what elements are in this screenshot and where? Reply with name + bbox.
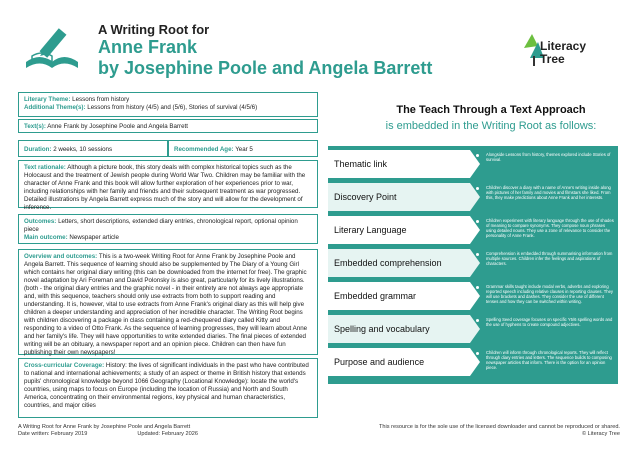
duration-value: 2 weeks, 10 sessions (53, 146, 113, 153)
cross-curricular-box (18, 358, 318, 418)
approach-row-label: Spelling and vocabulary (328, 315, 470, 343)
approach-row (328, 183, 618, 211)
approach-row (328, 216, 618, 244)
approach-row (328, 282, 618, 310)
approach-row-label: Thematic link (328, 150, 470, 178)
literary-theme-label: Literary Theme: (24, 96, 71, 103)
texts-value: Anne Frank by Josephine Poole and Angela Barrett (47, 123, 188, 130)
bullet-icon (476, 319, 479, 322)
approach-row (328, 249, 618, 277)
footer-date-written: Date written: February 2019 (18, 431, 88, 437)
bullet-icon (476, 220, 479, 223)
rationale-value: Although a picture book, this story deals with complex historical topics such as the Holocaust and the treatment of Jewish people during World War Two. Children may be familiar with the character of Anne Frank and this book will allow further exploration of her experiences prior to war, including relationships with her family and friends and their subsequent treatment as war progressed. Detailed illustrations by Angela Barrett express much of the story and will allow for the development of inference. (24, 164, 306, 211)
approach-row-text: Spelling Seed coverage focuses on specific Y5/6 spelling words and the use of hyphens to create compound adjectives. (486, 317, 613, 327)
duration-label: Duration: (24, 146, 52, 153)
logo-line-2: Tree (540, 52, 565, 66)
approach-row-text: Alongside Lessons from history, themes explored include Stories of survival. (486, 152, 611, 162)
approach-row-text: Children experiment with literary language through the use of shades of meaning to compare synonyms. They compose noun phrases using detailed nouns. They use a zone of relevance to consider the personality of Anne Frank. (486, 218, 614, 238)
approach-row-label: Discovery Point (328, 183, 470, 211)
age-box (168, 140, 318, 157)
texts-box (18, 119, 318, 133)
footer-left (18, 424, 198, 438)
outcomes-value: Letters, short descriptions, extended diary entries, chronological report, optional opinion piece (24, 218, 298, 233)
cross-curricular-label: Cross-curricular Coverage: (24, 362, 105, 369)
age-label: Recommended Age: (174, 146, 234, 153)
approach-subtitle: is embedded in the Writing Root as follows: (385, 120, 597, 132)
footer-book-line: A Writing Root for Anne Frank by Josephine Poole and Angela Barrett (18, 424, 191, 430)
pencil-book-icon (22, 22, 82, 72)
approach-row-text: Comprehension is embedded through summarising information from multiple sources. Children infer the feelings and aspirations of characters. (486, 251, 613, 266)
cross-curricular-value: History: the lives of significant individuals in the past who have contributed to national and international achievements; a study of an aspect or theme in British history that extends pupils' chronological knowledge beyond 1066 Geography (Locational Knowledge): locate the world's countries, using maps to focus on Europe (including the location of Russia) and North and South America, concentrating on their environmental regions, key physical and human characteristics, countries, and major cities (24, 362, 309, 409)
overview-box (18, 249, 318, 355)
bullet-icon (476, 352, 479, 355)
footer-copyright: © Literacy Tree (581, 431, 620, 437)
bullet-icon (476, 253, 479, 256)
rationale-label: Text rationale: (24, 164, 66, 171)
approach-row-label: Purpose and audience (328, 348, 470, 376)
themes-box (18, 92, 318, 117)
approach-row-text: Children will inform through chronological reports. They will reflect through diary entries and letters. The sequence builds to composing newspaper articles that inform. There is the option for an opinion piece. (486, 350, 612, 370)
approach-row (328, 348, 618, 376)
logo-text (540, 40, 586, 66)
footer-date-updated: Updated: February 2026 (137, 431, 198, 437)
additional-theme-value: Lessons from history (4/5) and (5/6), Stories of survival (4/5/6) (87, 104, 258, 111)
bullet-icon (476, 154, 479, 157)
approach-row-label: Embedded comprehension (328, 249, 470, 277)
book-title: Anne Frank (98, 37, 198, 57)
age-value: Year 5 (235, 146, 253, 153)
footer-licence: This resource is for the sole use of the licensed downloader and cannot be reproduced or shared. (379, 424, 620, 430)
main-outcome-value: Newspaper article (69, 234, 119, 241)
overview-value: This is a two-week Writing Root for Anne Frank by Josephine Poole and Angela Barrett. This sequence of learning should also be supplemented by The Diary of a Young Girl which contains her original diary writing (this can be downloaded from the internet for free). The graphic novel adaptation by Ari Foreman and David Polonsky is also great, particularly for its lively illustrations. (both - the original diary entries and the graphic novel - in their entirety are not always age appropriate and, with this sequence, teachers should only use extracts from both to support reading and understanding. It is, however, vital to use extracts from Anne Frank's original diary as this will help give children a deeper understanding and appreciation of her incredible character. The Writing Root begins with children discovering a package in class containing a red-chequered diary called Kitty and responding to a video of Otto Frank. As the sequence of learning progresses, they will learn about Anne and her family's life. They will have opportunities to write extended diaries. The final pieces of extended writing will be an obituary, a newspaper report and an opinion piece. Children can then have fun publishing their own newspapers! (24, 253, 308, 356)
logo-line-1: Literacy (540, 39, 587, 53)
additional-theme-label: Additional Theme(s): (24, 104, 86, 111)
literary-theme-value: Lessons from history (72, 96, 130, 103)
outcomes-box (18, 214, 318, 244)
texts-label: Text(s): (24, 123, 46, 130)
header-title: A Writing Root for (98, 22, 210, 37)
outcomes-label: Outcomes: (24, 218, 57, 225)
bullet-icon (476, 286, 479, 289)
rationale-box (18, 160, 318, 211)
footer-right (340, 424, 620, 438)
main-outcome-label: Main outcome: (24, 234, 68, 241)
page-header (0, 0, 636, 86)
approach-row-text: Grammar skills taught include modal verbs, adverbs and exploring reported speech including relative clauses in reporting clauses. They will use brackets and dashes. They consider the use of different tenses and how they can be switched within writing. (486, 284, 614, 304)
overview-label: Overview and outcomes: (24, 253, 98, 260)
approach-title: The Teach Through a Text Approach (396, 104, 586, 116)
bullet-icon (476, 187, 479, 190)
approach-row (328, 315, 618, 343)
approach-row (328, 150, 618, 178)
approach-row-text: Children discover a diary with a name of Anne's writing inside along with pictures of her family and movies and filmstars she liked. From this, they make predictions about Anne Frank and her interests. (486, 185, 611, 200)
book-authors: by Josephine Poole and Angela Barrett (98, 58, 433, 78)
approach-row-label: Embedded grammar (328, 282, 470, 310)
duration-box (18, 140, 168, 157)
approach-row-label: Literary Language (328, 216, 470, 244)
